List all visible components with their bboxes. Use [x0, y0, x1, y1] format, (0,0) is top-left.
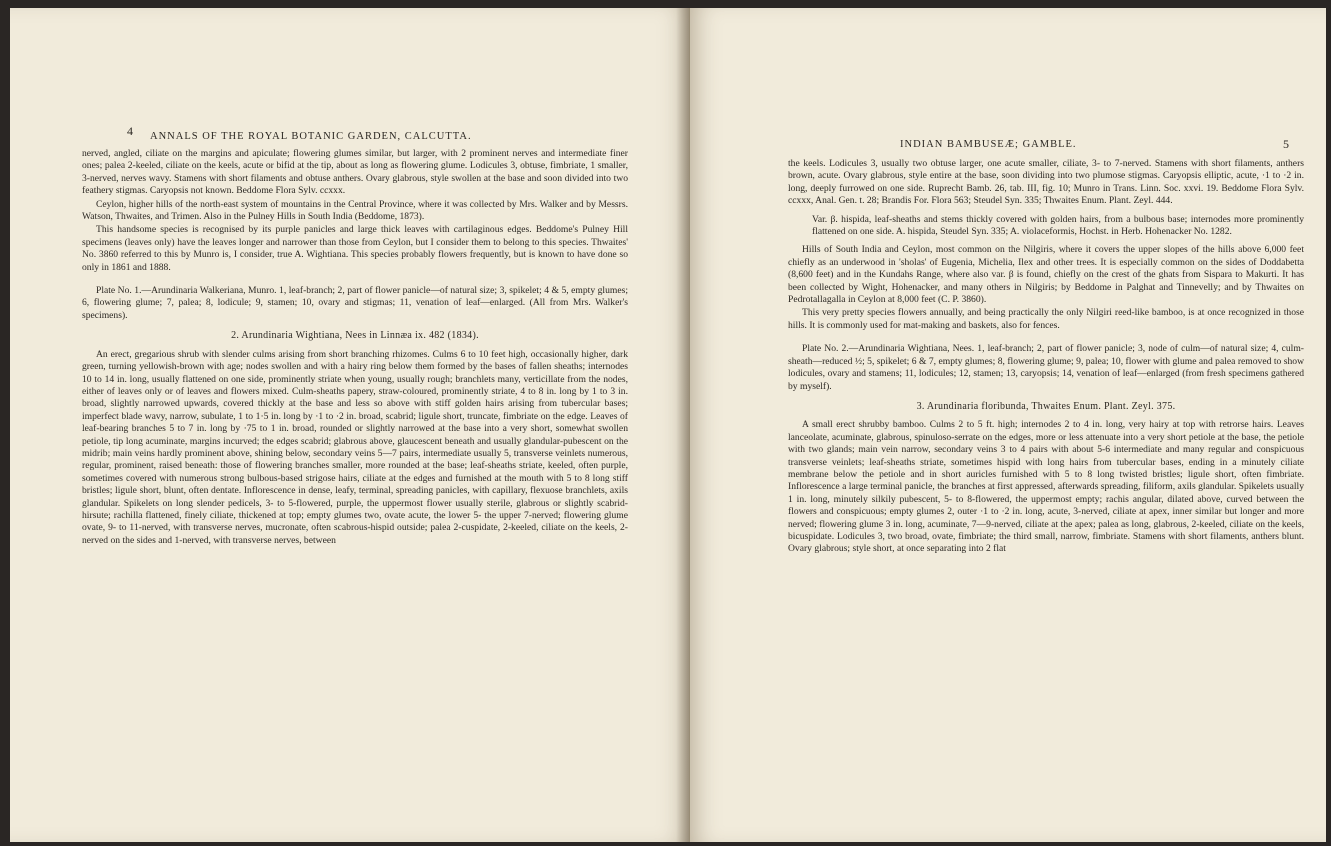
paragraph: This handsome species is recognised by its purple panicles and large thick leaves with cartilaginous edges. Beddome's Pulney Hill specimens (leaves only) have the leaves longer and narrower than those from Ceylon, but I consider them to belong to this species. Thwaites' No. 3860 referred to this by Munro is, I consider, true A. Wightiana. This species probably flowers frequently, but is known to have done so only in 1861 and 1888. — [82, 224, 628, 273]
paragraph: the keels. Lodicules 3, usually two obtuse larger, one acute smaller, ciliate, 3- to 7-nerved. Stamens with short filaments, anthers brown, acute. Ovary glabrous, style entire at the base, soon dividing into two plumose stigmas. Caryopsis elliptic, acute, ·1 to ·2 in. long, deeply furrowed on one side. Ruprecht Bamb. 26, tab. III, fig. 10; Munro in Trans. Linn. Soc. xxvi. 19. Beddome Flora Sylv. ccxxx, Anal. Gen. t. 28; Brandis For. Flora 563; Steudel Syn. 335; Thwaites Enum. Plant. Zeyl. 444. — [788, 158, 1304, 207]
page-number: 4 — [127, 124, 133, 138]
left-page — [10, 8, 690, 842]
plate-caption: Plate No. 1.—Arundinaria Walkeriana, Munro. 1, leaf-branch; 2, part of flower panicle—of natural size; 3, spikelet; 4 & 5, empty glumes; 6, flowering glume; 7, palea; 8, lodicule; 9, stamen; 10, ovary and stigmas; 11, venation of leaf—enlarged. (All from Mrs. Walker's specimens). — [82, 285, 628, 321]
variety-note: Var. β. hispida, leaf-sheaths and stems thickly covered with golden hairs, from a bulbous base; internodes more prominently flattened on one side. A. hispida, Steudel Syn. 335; A. violaceformis, Hochst. in Herb. Hohenacker No. 1282. — [812, 213, 1304, 238]
paragraph: nerved, angled, ciliate on the margins and apiculate; flowering glumes similar, but larger, with 2 prominent nerves and intermediate finer ones; palea 2-keeled, ciliate on the keels, acute or bifid at the tip, about as long as flowering glume. Lodicules 3, obtuse, fimbriate, 1 smaller, 3-nerved, nerves wavy. Stamens with short filaments and obtuse anthers. Ovary glabrous, style swollen at the base and soon divided into two feathery stigmas. Caryopsis not known. Beddome Flora Sylv. ccxxx. — [82, 148, 628, 197]
plate-caption: Plate No. 2.—Arundinaria Wightiana, Nees. 1, leaf-branch; 2, part of flower panicle; 3, node of culm—of natural size; 4, culm-sheath—reduced ½; 5, spikelet; 6 & 7, empty glumes; 8, flowering glume; 9, palea; 10, flower with glume and palea removed to show lodicules, ovary and stamens; 11, lodicules; 12, stamen; 13, caryopsis; 14, venation of leaf—enlarged (from fresh specimens gathered by myself). — [788, 343, 1304, 392]
paragraph: A small erect shrubby bamboo. Culms 2 to 5 ft. high; internodes 2 to 4 in. long, very hairy at top with retrorse hairs. Leaves lanceolate, acuminate, glabrous, spinuloso-serrate on the edges, more or less attenuate into a very short petiole at the base, the petiole with two glands; main vein narrow, secondary veins 3 to 4 pairs with about 5-6 intermediate and many regular and conspicuous transverse veinlets; leaf-sheaths striate, sometimes hispid with long hairs from tubercular bases, ending in a minutely ciliate membrane below the petiole and in short auricles furnished with 5 to 8 long twisted bristles; ligule short, often fimbriate. Inflorescence a large terminal panicle, the branches at first appressed, afterwards spreading, filiform, axils glandular. Spikelets usually 1 in. long, minutely silkily pubescent, 5- to 8-flowered, the uppermost empty; rachis angular, dilated above, curved between the flowers and conspicuous; empty glumes 2, outer ·1 to ·2 in. long, acute, 3-nerved, ciliate at apex, inner similar but longer and more nerved; flowering glume 3 in. long, acuminate, 7—9-nerved, ciliate at the apex; palea as long, glabrous, 2-keeled, ciliate on the keels, bicuspidate. Lodicules 3, two broad, ovate, fimbriate; the third small, narrow, fimbriate. Stamens with short filaments, anthers blunt. Ovary glabrous; style short, at once separating into 2 flat — [788, 419, 1304, 555]
right-page — [690, 8, 1326, 842]
species-heading: 2. Arundinaria Wightiana, Nees in Linnæa ix. 482 (1834). — [231, 330, 479, 342]
species-heading: 3. Arundinaria floribunda, Thwaites Enum. Plant. Zeyl. 375. — [916, 400, 1176, 412]
paragraph: This very pretty species flowers annually, and being practically the only Nilgiri reed-like bamboo, is at once recognized in those hills. It is commonly used for mat-making and baskets, also for fences. — [788, 307, 1304, 331]
page-number: 5 — [1283, 137, 1289, 151]
paragraph: Hills of South India and Ceylon, most common on the Nilgiris, where it covers the upper slopes of the hills above 6,000 feet chiefly as an underwood in 'sholas' of Eugenia, Michelia, Ilex and other trees. It is especially common on the sides of Doddabetta (8,600 feet) and in the Kundahs Range, where also var. β is found, chiefly on the crest of the ghats from Sispara to Makurti. It has been collected by Wight, Hohenacker, and many others in Nilgiris; by Beddome in Palghat and Tinnevelly; and by Thwaites on Pedrotallagalla in Ceylon at 8,000 feet (C. P. 3860). — [788, 244, 1304, 306]
paragraph: Ceylon, higher hills of the north-east system of mountains in the Central Province, where it was collected by Mrs. Walker and by Messrs. Watson, Thwaites, and Trimen. Also in the Pulney Hills in South India (Beddome, 1873). — [82, 198, 628, 223]
running-head: ANNALS OF THE ROYAL BOTANIC GARDEN, CALCUTTA. — [150, 131, 472, 142]
running-head: INDIAN BAMBUSEÆ; GAMBLE. — [900, 139, 1077, 150]
left-page-text — [82, 148, 628, 548]
right-page-text — [788, 158, 1304, 557]
paragraph: An erect, gregarious shrub with slender culms arising from short branching rhizomes. Culms 6 to 10 feet high, occasionally higher, dark green, turning yellowish-brown with age; nodes swollen and with a hairy ring below them formed by the bases of fallen sheaths; internodes 10 to 14 in. long, usually flattened on one side, prominently striate when young, usually rough; branchlets many, verticillate from the nodes, either of leaves only or of leaves and flowers mixed. Culm-sheaths papery, straw-coloured, prominently striate, 4 to 8 in. long by 1 to 3 in. broad, slightly narrowed upwards, covered thickly at the base and less so above with stiff golden hairs arising from tubercular bases; imperfect blade wavy, narrow, subulate, 1 to 1·5 in. long by ·1 to ·2 in. broad, scabrid; ligule short, truncate, fimbriate on the edge. Leaves of leaf-bearing branches 5 to 7 in. long by ·75 to 1 in. broad, rounded or slightly narrowed at the base into a very short, somewhat swollen petiole, tip long acuminate, margins incurved; the edges scabrid; glabrous above, glaucescent beneath and usually glandular-pubescent on the midrib; main veins hardly prominent above, shining below, secondary veins 5—7 pairs, intermediate usually 5, transverse veinlets numerous, regular, prominent, raised beneath: those of flowering branches smaller, more rounded at the base; leaf-sheaths striate, keeled, often purple, sometimes covered with numerous strong bulbous-based strigose hairs, ciliate at the edges and furnished at the mouth with 5 to 8 long stiff bristles; ligule short, blunt, often dentate. Inflorescence in dense, leafy, terminal, spreading panicles, with capillary, flexuose branchlets, axils glandular. Spikelets on long slender pedicels, 3- to 5-flowered, purple, the uppermost flower usually sterile, glabrous or slightly scabrid-hirsute; rachilla flattened, finely ciliate, thickened at top; empty glumes two, ovate acute, the lower 5- the upper 7-nerved; flowering glume ovate, 9- to 11-nerved, with transverse nerves, mucronate, often scabrous-hispid outside; palea 2-cuspidate, 2-keeled, ciliate on the keels, 2-nerved on the sides and 1-nerved, with transverse nerves, between — [82, 348, 628, 546]
